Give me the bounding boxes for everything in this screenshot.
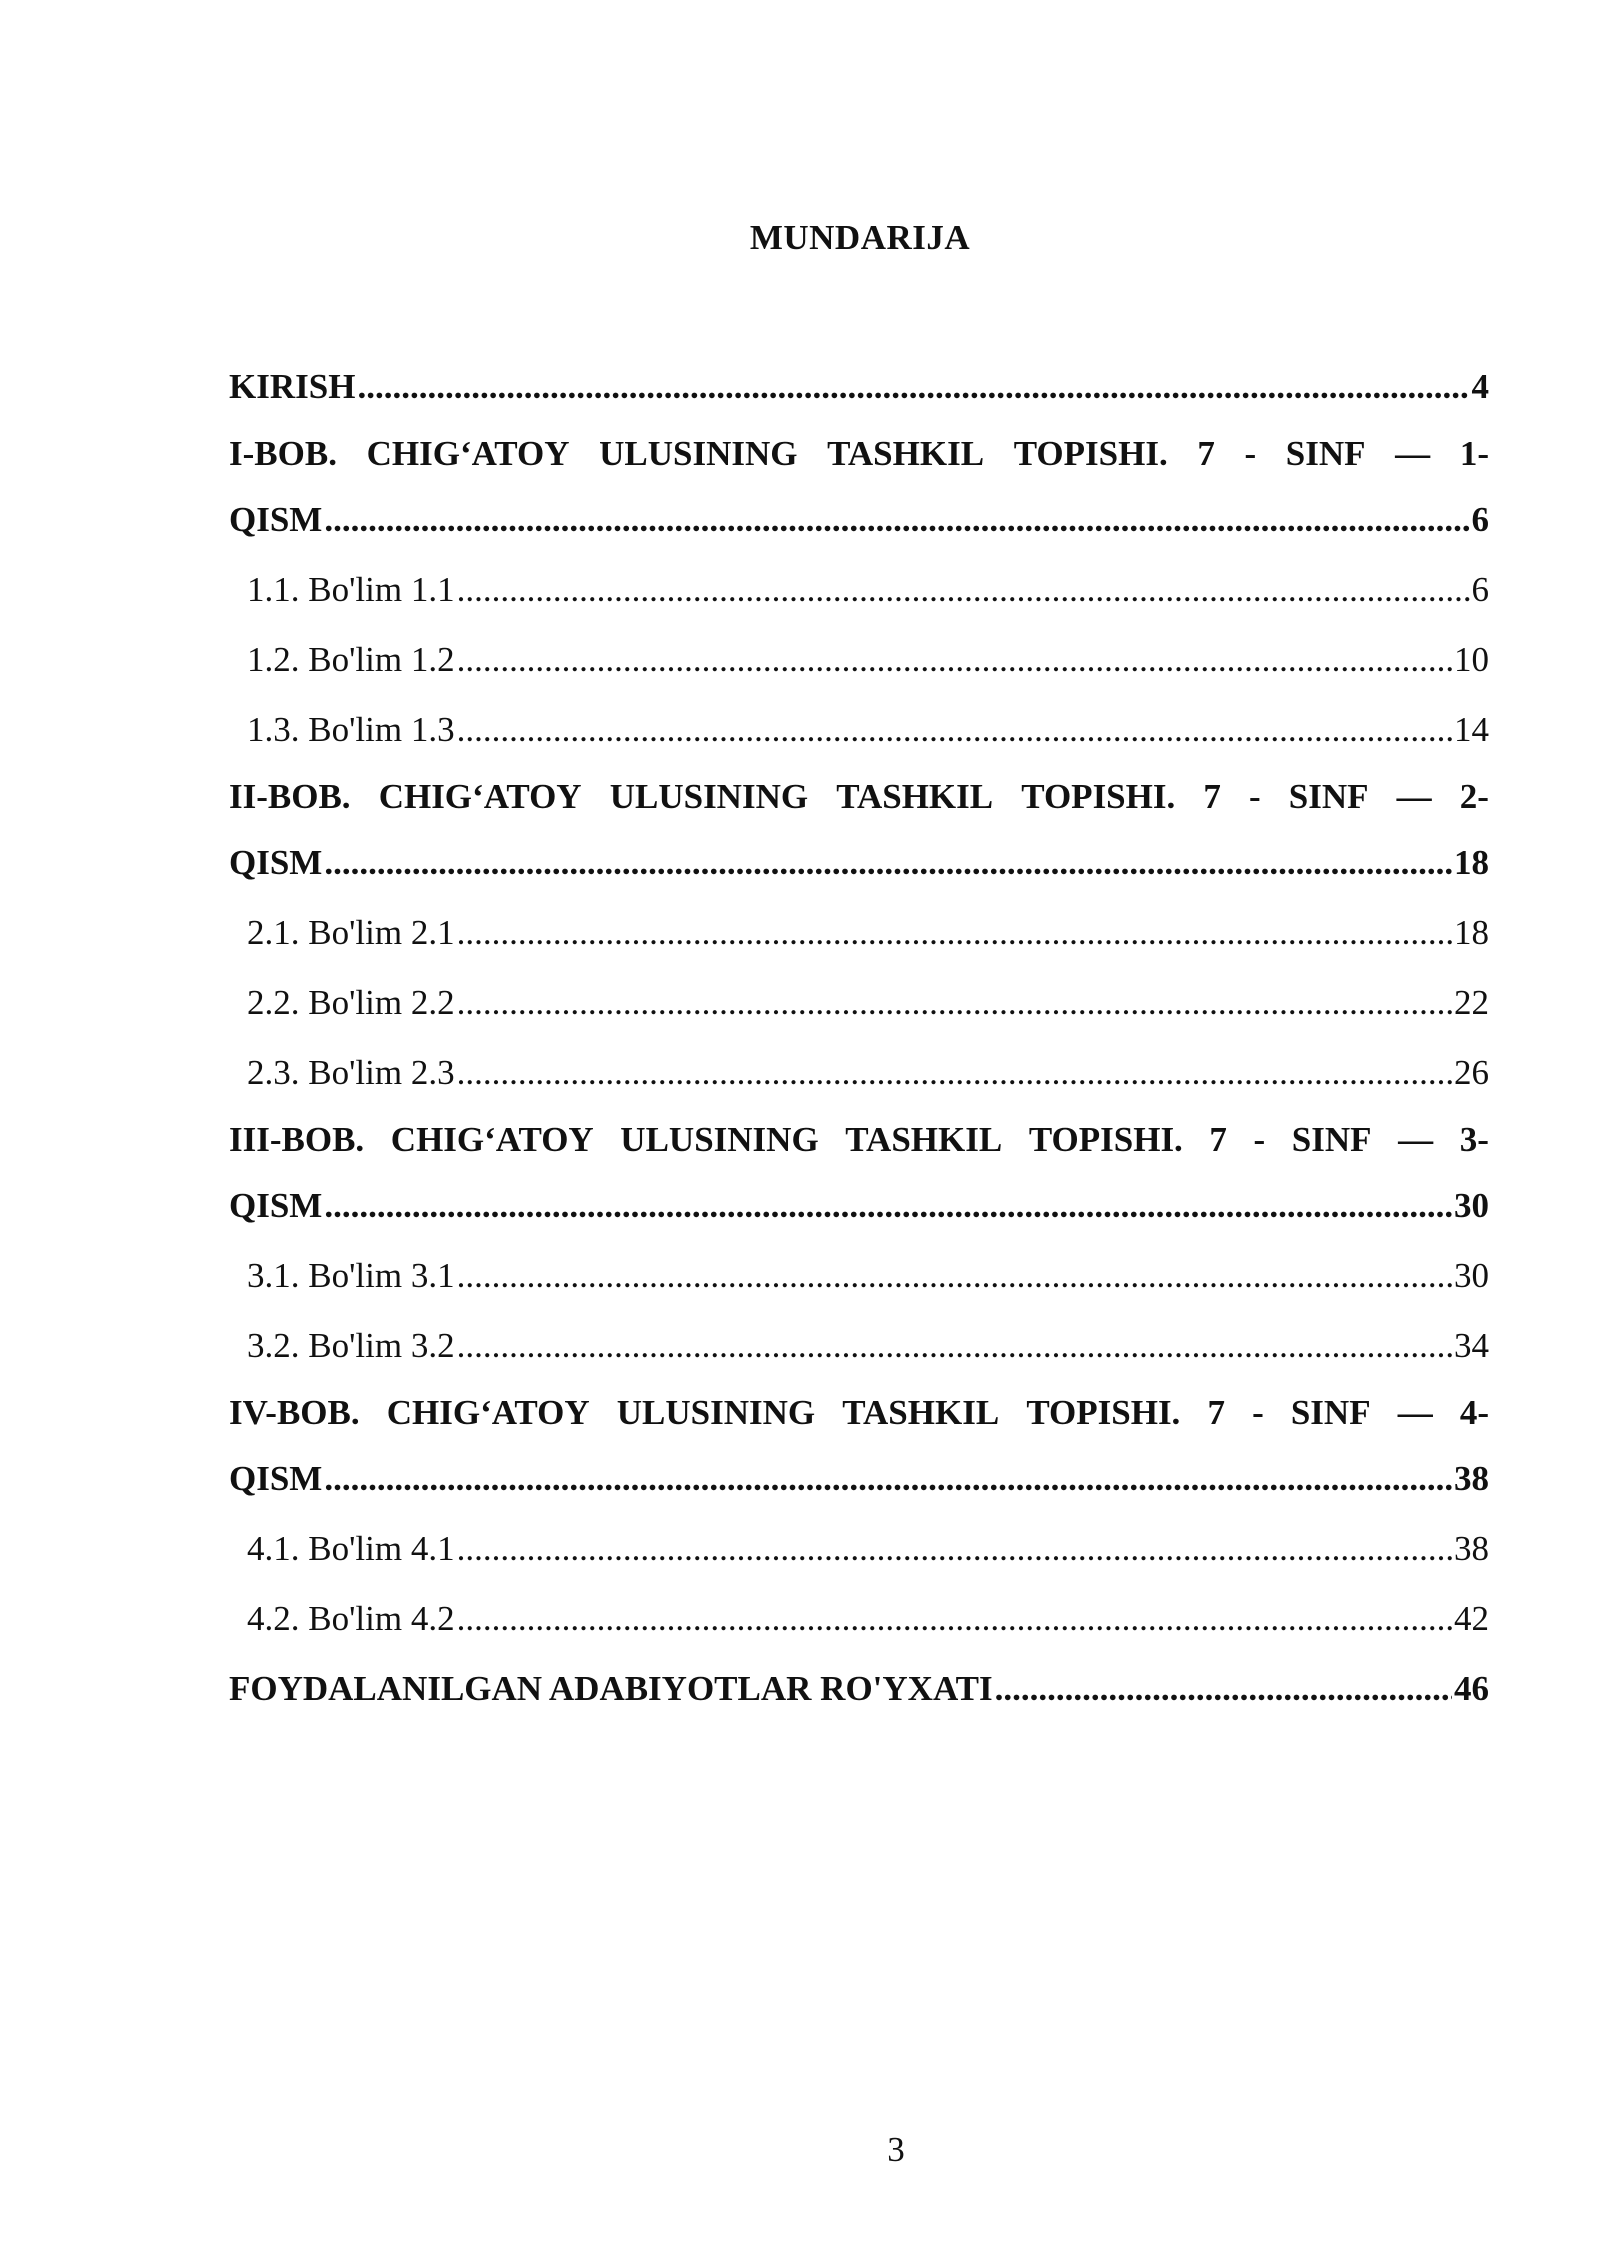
- dot-leader: [457, 898, 1452, 968]
- toc-entry-page: 18: [1454, 913, 1489, 952]
- toc-entry-section[interactable]: [229, 1584, 1489, 1654]
- chapter-heading-word: IV-BOB.: [229, 1393, 360, 1432]
- toc-entry-page: 14: [1454, 710, 1489, 749]
- toc-entry-section[interactable]: [229, 1514, 1489, 1584]
- toc-entry-page: 38: [1454, 1529, 1489, 1568]
- dot-leader: [324, 828, 1452, 898]
- dot-leader: [324, 485, 1469, 555]
- toc-entry-label: 1.3. Bo'lim 1.3: [247, 710, 455, 749]
- chapter-heading-word: CHIG‘ATOY: [390, 1120, 594, 1159]
- toc-entry-section[interactable]: [229, 555, 1489, 625]
- chapter-heading-word: II-BOB.: [229, 777, 351, 816]
- chapter-heading-word: 7: [1207, 1393, 1225, 1432]
- chapter-heading-word: ULUSINING: [609, 777, 809, 816]
- toc-entry-label: 3.2. Bo'lim 3.2: [247, 1326, 455, 1365]
- toc-entry-section[interactable]: [229, 1241, 1489, 1311]
- dot-leader: [457, 1038, 1452, 1108]
- chapter-heading-word: -: [1249, 777, 1261, 816]
- toc-entry-chapter[interactable]: [229, 485, 1489, 555]
- chapter-heading-word: TOPISHI.: [1028, 1120, 1183, 1159]
- dot-leader: [357, 352, 1469, 422]
- page-number: 3: [887, 2130, 905, 2169]
- toc-entry-page: 42: [1454, 1599, 1489, 1638]
- toc-entry-section[interactable]: [229, 625, 1489, 695]
- dot-leader: [457, 1311, 1452, 1381]
- chapter-heading-word: 1-: [1459, 434, 1489, 473]
- chapter-heading-line[interactable]: [229, 765, 1489, 828]
- toc-entry-page: 10: [1454, 640, 1489, 679]
- toc-entry-label: QISM: [229, 843, 323, 882]
- toc-entry-page: 34: [1454, 1326, 1489, 1365]
- toc-entry-page: 22: [1454, 983, 1489, 1022]
- toc-entry-chapter[interactable]: [229, 828, 1489, 898]
- toc-entry-page: 30: [1454, 1186, 1489, 1225]
- toc-entry-label: QISM: [229, 500, 323, 539]
- chapter-heading-word: TASHKIL: [827, 434, 985, 473]
- toc-entry-label: 4.2. Bo'lim 4.2: [247, 1599, 455, 1638]
- chapter-heading-word: 7: [1209, 1120, 1227, 1159]
- chapter-heading-word: SINF: [1285, 434, 1366, 473]
- toc-entry-page: 30: [1454, 1256, 1489, 1295]
- page-title: MUNDARIJA: [749, 218, 971, 257]
- toc-entry-references[interactable]: [229, 1654, 1489, 1724]
- chapter-heading-word: TOPISHI.: [1021, 777, 1176, 816]
- chapter-heading-word: -: [1252, 1393, 1264, 1432]
- toc-entry-label: 1.1. Bo'lim 1.1: [247, 570, 455, 609]
- toc-entry-page: 38: [1454, 1459, 1489, 1498]
- toc-entry-section[interactable]: [229, 898, 1489, 968]
- dot-leader: [995, 1654, 1452, 1724]
- chapter-heading-word: CHIG‘ATOY: [386, 1393, 590, 1432]
- chapter-heading-word: —: [1397, 1393, 1433, 1432]
- toc-entry-label: 1.2. Bo'lim 1.2: [247, 640, 455, 679]
- chapter-heading-word: ULUSINING: [599, 434, 798, 473]
- chapter-heading-word: TOPISHI.: [1013, 434, 1168, 473]
- toc-entry-intro[interactable]: [229, 352, 1489, 422]
- chapter-heading-line[interactable]: [229, 422, 1489, 485]
- chapter-heading-line[interactable]: [229, 1381, 1489, 1444]
- chapter-heading-word: 4-: [1459, 1393, 1489, 1432]
- chapter-heading-word: TASHKIL: [836, 777, 994, 816]
- toc-entry-label: 2.2. Bo'lim 2.2: [247, 983, 455, 1022]
- dot-leader: [324, 1171, 1452, 1241]
- chapter-heading-line[interactable]: [229, 1108, 1489, 1171]
- toc-entry-page: 18: [1454, 843, 1489, 882]
- chapter-heading-word: ULUSINING: [616, 1393, 816, 1432]
- toc-entry-label: 2.3. Bo'lim 2.3: [247, 1053, 455, 1092]
- chapter-heading-word: 3-: [1459, 1120, 1489, 1159]
- chapter-heading-word: TASHKIL: [845, 1120, 1003, 1159]
- chapter-heading-word: -: [1253, 1120, 1266, 1159]
- chapter-heading-word: —: [1395, 434, 1431, 473]
- toc-entry-page: 46: [1454, 1669, 1489, 1708]
- chapter-heading-word: —: [1398, 1120, 1434, 1159]
- toc-entry-label: QISM: [229, 1459, 323, 1498]
- dot-leader: [324, 1444, 1452, 1514]
- dot-leader: [457, 695, 1452, 765]
- dot-leader: [457, 968, 1452, 1038]
- toc-entry-page: 6: [1471, 500, 1489, 539]
- table-of-contents: [229, 352, 1489, 1724]
- toc-entry-page: 4: [1471, 367, 1489, 406]
- chapter-heading-word: ULUSINING: [620, 1120, 819, 1159]
- toc-entry-label: 4.1. Bo'lim 4.1: [247, 1529, 455, 1568]
- chapters-list: [229, 422, 1489, 1654]
- toc-entry-page: 26: [1454, 1053, 1489, 1092]
- dot-leader: [457, 1241, 1452, 1311]
- toc-entry-page: 6: [1471, 570, 1489, 609]
- chapter-heading-word: SINF: [1288, 777, 1369, 816]
- chapter-heading-word: TASHKIL: [842, 1393, 1000, 1432]
- toc-entry-chapter[interactable]: [229, 1444, 1489, 1514]
- dot-leader: [457, 1514, 1452, 1584]
- chapter-heading-word: CHIG‘ATOY: [378, 777, 582, 816]
- toc-entry-label: FOYDALANILGAN ADABIYOTLAR RO'YXATI: [229, 1669, 993, 1708]
- toc-entry-section[interactable]: [229, 1311, 1489, 1381]
- toc-entry-label: 2.1. Bo'lim 2.1: [247, 913, 455, 952]
- toc-entry-label: KIRISH: [229, 367, 356, 406]
- toc-entry-label: 3.1. Bo'lim 3.1: [247, 1256, 455, 1295]
- toc-entry-chapter[interactable]: [229, 1171, 1489, 1241]
- dot-leader: [457, 625, 1452, 695]
- chapter-heading-word: CHIG‘ATOY: [366, 434, 570, 473]
- chapter-heading-word: III-BOB.: [229, 1120, 365, 1159]
- dot-leader: [457, 555, 1470, 625]
- chapter-heading-word: -: [1244, 434, 1257, 473]
- chapter-heading-word: I-BOB.: [229, 434, 337, 473]
- toc-entry-section[interactable]: [229, 968, 1489, 1038]
- chapter-heading-word: 7: [1203, 777, 1221, 816]
- chapter-heading-word: —: [1396, 777, 1432, 816]
- chapter-heading-word: TOPISHI.: [1026, 1393, 1181, 1432]
- toc-entry-section[interactable]: [229, 1038, 1489, 1108]
- chapter-heading-word: SINF: [1290, 1393, 1371, 1432]
- toc-entry-label: QISM: [229, 1186, 323, 1225]
- toc-entry-section[interactable]: [229, 695, 1489, 765]
- chapter-heading-word: 2-: [1459, 777, 1489, 816]
- chapter-heading-word: 7: [1197, 434, 1215, 473]
- chapter-heading-word: SINF: [1291, 1120, 1372, 1159]
- dot-leader: [457, 1584, 1452, 1654]
